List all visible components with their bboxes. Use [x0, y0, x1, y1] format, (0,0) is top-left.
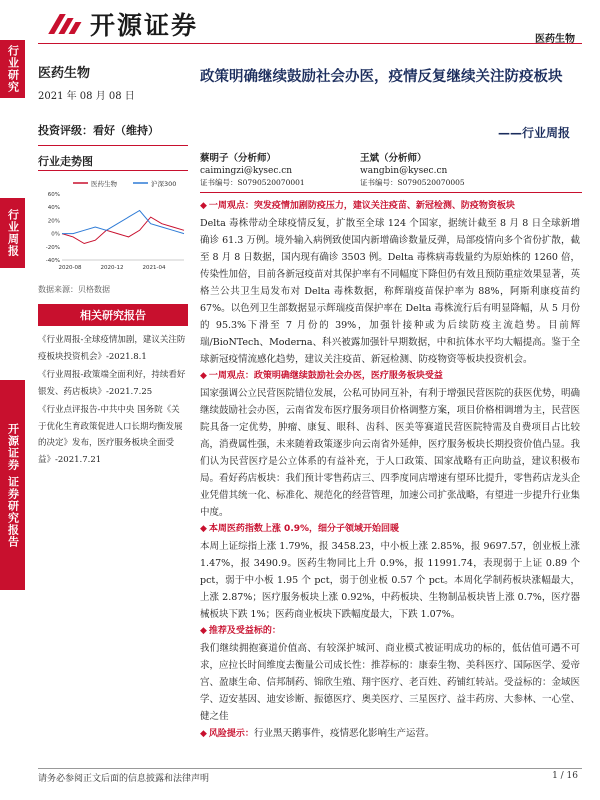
y-tick-label: -20% [45, 244, 60, 251]
left-divider-2 [38, 170, 188, 171]
section-text-4: 我们继续拥抱赛道价值高、有较深护城河、商业模式被证明成功的标的，低估值可遇不可求，应拉长时间维度去衡量公司成长性：推荐标的：康泰生物、美科医疗、国际医学、爱帝宫、盈康生命、信邦制药、锦欣生殖、翔宇医疗、老百姓、药铺红转站。受益标的：金域医学、迈安基因、迪安诊断、振德医疗、奥美医疗、三星医疗、益丰药房、大参林、一心堂、健之佳 [200, 643, 581, 722]
side-tab-securities: 开源证券 证券研究报告 [0, 380, 25, 590]
left-column [38, 62, 188, 102]
related-reports-title: 相关研究报告 [38, 304, 188, 326]
y-tick-label: -40% [45, 258, 60, 264]
analyst-2-cert: 证书编号：S0790520070005 [360, 178, 465, 187]
section-text-1: Delta 毒株带动全球疫情反复，扩散至全球 124 个国家，据统计截至 8 月 8 日全球新增确诊 61.3 万例。境外输入病例致使国内新增确诊数量反弹，局部疫情向多个省份扩散，截至 8 月 8 日数据，国内现有确诊 3503 例。Delta 毒株病毒载量约为原始株的 1260 倍，传染性加倍，目前各新冠疫苗对其保护率有不同幅度下降但仍有效且预防重症效果显著，英格兰公共卫生局发布对 Delta 毒株数据，称辉瑞疫苗保护率为 88%，阿斯利康疫苗约 67%。以色列卫生部数据显示辉瑞疫苗保护率在 Delta 毒株流行后有明显降幅，从 5 月份的 95.3%下滑至 7 月份的 39%，加强针接种或为后续防疫主流趋势。目前辉瑞/BioNTech、Moderna、科兴被露加强针早期数据，中和抗体水平均大幅提高。鉴于全球新冠疫情流感化趋势，建议关注疫苗、新冠检测、防疫物资等板块投资机会。 [200, 218, 581, 365]
side-tab-industry-research: 行业研究 [0, 40, 25, 98]
chart-source: 数据来源：贝格数据 [38, 285, 110, 294]
report-subtitle: ——行业周报 [497, 126, 570, 140]
brand-logo [50, 6, 198, 42]
analyst-1-email[interactable]: caimingzi@kysec.cn [200, 166, 293, 176]
related-report-3[interactable]: 《行业点评报告-中共中央 国务院《关于优化生育政策促进人口长期均衡发展的决定》发布，医疗服务板块全面受益》-2021.7.21 [38, 405, 183, 465]
series-line-pharma [62, 217, 184, 243]
section-head-4: ◆ 推荐及受益标的： [200, 623, 580, 640]
header-category: 医药生物 [535, 34, 575, 45]
related-report-1[interactable]: 《行业周报-全球疫情加剧，建议关注防疫板块投资机会》-2021.8.1 [38, 335, 186, 362]
left-divider-1 [38, 145, 188, 146]
header-divider [38, 43, 582, 44]
chart-legend [73, 179, 176, 188]
brand-mark-icon [50, 12, 84, 36]
risk-line [200, 725, 580, 743]
series-line-csi300 [62, 211, 184, 234]
x-tick-label: 2020-12 [100, 265, 124, 271]
rating-text: 投资评级：看好（维持） [38, 124, 159, 137]
report-date: 2021 年 08 月 08 日 [38, 91, 135, 102]
section-head-3: ◆ 本周医药指数上涨 0.9%，细分子领域开始回暖 [200, 521, 580, 538]
related-report-2[interactable]: 《行业周报-政策端全面利好，持续看好银发、药店板块》-2021.7.25 [38, 370, 186, 397]
analyst-divider [200, 192, 582, 193]
analyst-1 [200, 153, 305, 189]
report-title: 政策明确继续鼓励社会办医，疫情反复继续关注防疫板块 [200, 68, 563, 85]
report-body [200, 198, 580, 743]
y-tick-label: 60% [47, 192, 60, 198]
rating [38, 122, 198, 138]
section-text-3: 本周上证综指上涨 1.79%，报 3458.23，中小板上涨 2.85%，报 9697.57，创业板上涨 1.47%，报 3490.9。医药生物同比上升 0.9%，报 11991.74，表现弱于上证 0.89 个 pct，弱于中小板 1.95 个 pct，弱于创业板 0.57 个 pct。本周化学制药板块涨幅最大，上涨 2.87%；医疗服务板块上涨 0.92%，中药板块、生物制品板块皆上涨 0.7%，医疗器械板块下跌 1%；医药商业板块下跌幅度最大，下跌 1.07%。 [200, 541, 580, 620]
industry-name: 医药生物 [38, 66, 91, 81]
side-tab-weekly: 行业周报 [0, 198, 25, 268]
trend-chart-title [38, 153, 188, 169]
section-head-5: ◆ 风险提示： [200, 729, 254, 739]
analyst-2 [360, 153, 465, 189]
trend-chart-title-text: 行业走势图 [38, 155, 93, 168]
section-text-5: 行业黑天鹅事件，疫情恶化影响生产运营。 [253, 728, 435, 739]
section-head-2: ◆ 一周观点：政策明确继续鼓励社会办医，医疗服务板块受益 [200, 368, 580, 385]
footer-disclaimer: 请务必参阅正文后面的信息披露和法律声明 [38, 774, 210, 784]
footer-divider [38, 768, 582, 769]
analyst-2-name: 王斌（分析师） [360, 153, 427, 164]
y-tick-label: 40% [47, 205, 60, 212]
analyst-1-name: 蔡明子（分析师） [200, 153, 277, 164]
y-tick-label: 0% [51, 231, 60, 238]
analyst-2-email[interactable]: wangbin@kysec.cn [360, 166, 448, 176]
y-tick-label: 20% [47, 218, 60, 225]
page-number: 1 / 16 [552, 771, 578, 781]
legend-label-csi300: 沪深300 [151, 180, 177, 188]
x-tick-label: 2021-04 [142, 265, 166, 271]
section-head-1: ◆ 一周观点：突发疫情加剧防疫压力，建议关注疫苗、新冠检测、防疫物资板块 [200, 198, 580, 215]
section-text-2: 国家强调公立民营医院错位发展，公私可协同互补，有利于增强民营医院的获医优势，明确继续鼓励社会办医，云南省发布医疗服务项目价格调整方案，项目价格相调增为主，民营医院具备一定优势，肿瘤、康复、眼科、齿科、医美等赛道民营医院特需及自费项目占比较高，消费属性强，未来随着政策逐步向云南省外延伸，医疗服务板块长期投资价值凸显。我们认为民营医疗是公立体系的有益补充，于人口政策、国家战略有正向助益，建议积极布局。看好药店板块：我们预计零售药店三、四季度同店增速有望环比提升，零售药店龙头企业凭借其统一化、标准化、规范化的经营管理，加速公司扩张战略，有望进一步提升行业集中度。 [200, 388, 581, 518]
related-reports-list [38, 332, 188, 470]
trend-chart [38, 176, 188, 276]
x-tick-label: 2020-08 [58, 265, 82, 271]
analyst-1-cert: 证书编号：S0790520070001 [200, 178, 305, 187]
brand-name: 开源证券 [90, 11, 199, 40]
legend-label-pharma: 医药生物 [91, 180, 117, 188]
